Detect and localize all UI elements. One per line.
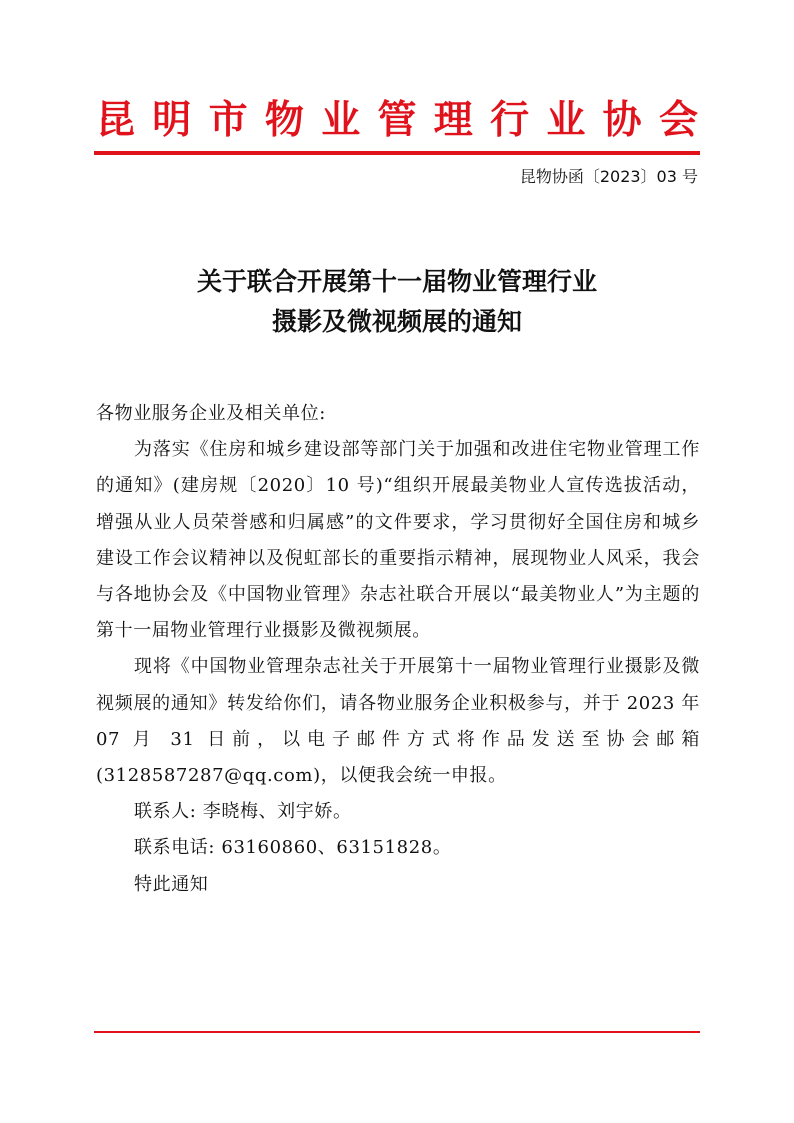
document-body [96, 396, 700, 903]
letterhead-char: 市 [208, 98, 248, 143]
letterhead-char: 业 [321, 98, 361, 143]
contact-person: 联系人: 李晓梅、刘宇娇。 [134, 801, 352, 823]
closing-remark: 特此通知 [134, 873, 209, 895]
letterhead-char: 理 [433, 98, 473, 143]
letterhead-char: 物 [264, 98, 304, 143]
document-number: 昆物协函〔2023〕03 号 [519, 167, 698, 186]
body-paragraph-1: 为落实《住房和城乡建设部等部门关于加强和改进住宅物业管理工作的通知》(建房规〔2020〕10 号)“组织开展最美物业人宣传选拔活动，增强从业人员荣誉感和归属感”的文件要求，学习贯彻好全国住房和城乡建设工作会议精神以及倪虹部长的重要指示精神，展现物业人风采，我会与各地协会及《中国物业管理》杂志社联合开展以“最美物业人”为主题的第十一届物业管理行业摄影及微视频展。 [96, 439, 700, 642]
letterhead-char: 昆 [96, 98, 136, 143]
contact-phone: 联系电话: 63160860、63151828。 [134, 837, 452, 859]
body-paragraph-2: 现将《中国物业管理杂志社关于开展第十一届物业管理行业摄影及微视频展的通知》转发给你们，请各物业服务企业积极参与，并于 2023 年 07 月 31 日前，以电子邮件方式将作品发送至协会邮箱(3128587287@qq.com)，以便我会统一申报。 [96, 656, 700, 787]
title-line-1: 关于联合开展第十一届物业管理行业 [196, 267, 597, 296]
letterhead-char: 管 [377, 98, 417, 143]
salutation: 各物业服务企业及相关单位: [96, 403, 326, 424]
letterhead-title [96, 96, 698, 146]
letterhead-char: 行 [490, 98, 530, 143]
letterhead-char: 明 [152, 98, 192, 143]
letterhead-char: 会 [658, 98, 698, 143]
document-title [96, 262, 698, 342]
letterhead-char: 协 [602, 98, 642, 143]
footer-red-rule [94, 1031, 700, 1033]
letterhead-red-rule [94, 151, 700, 155]
title-line-2: 摄影及微视频展的通知 [271, 307, 522, 336]
letterhead-char: 业 [546, 98, 586, 143]
